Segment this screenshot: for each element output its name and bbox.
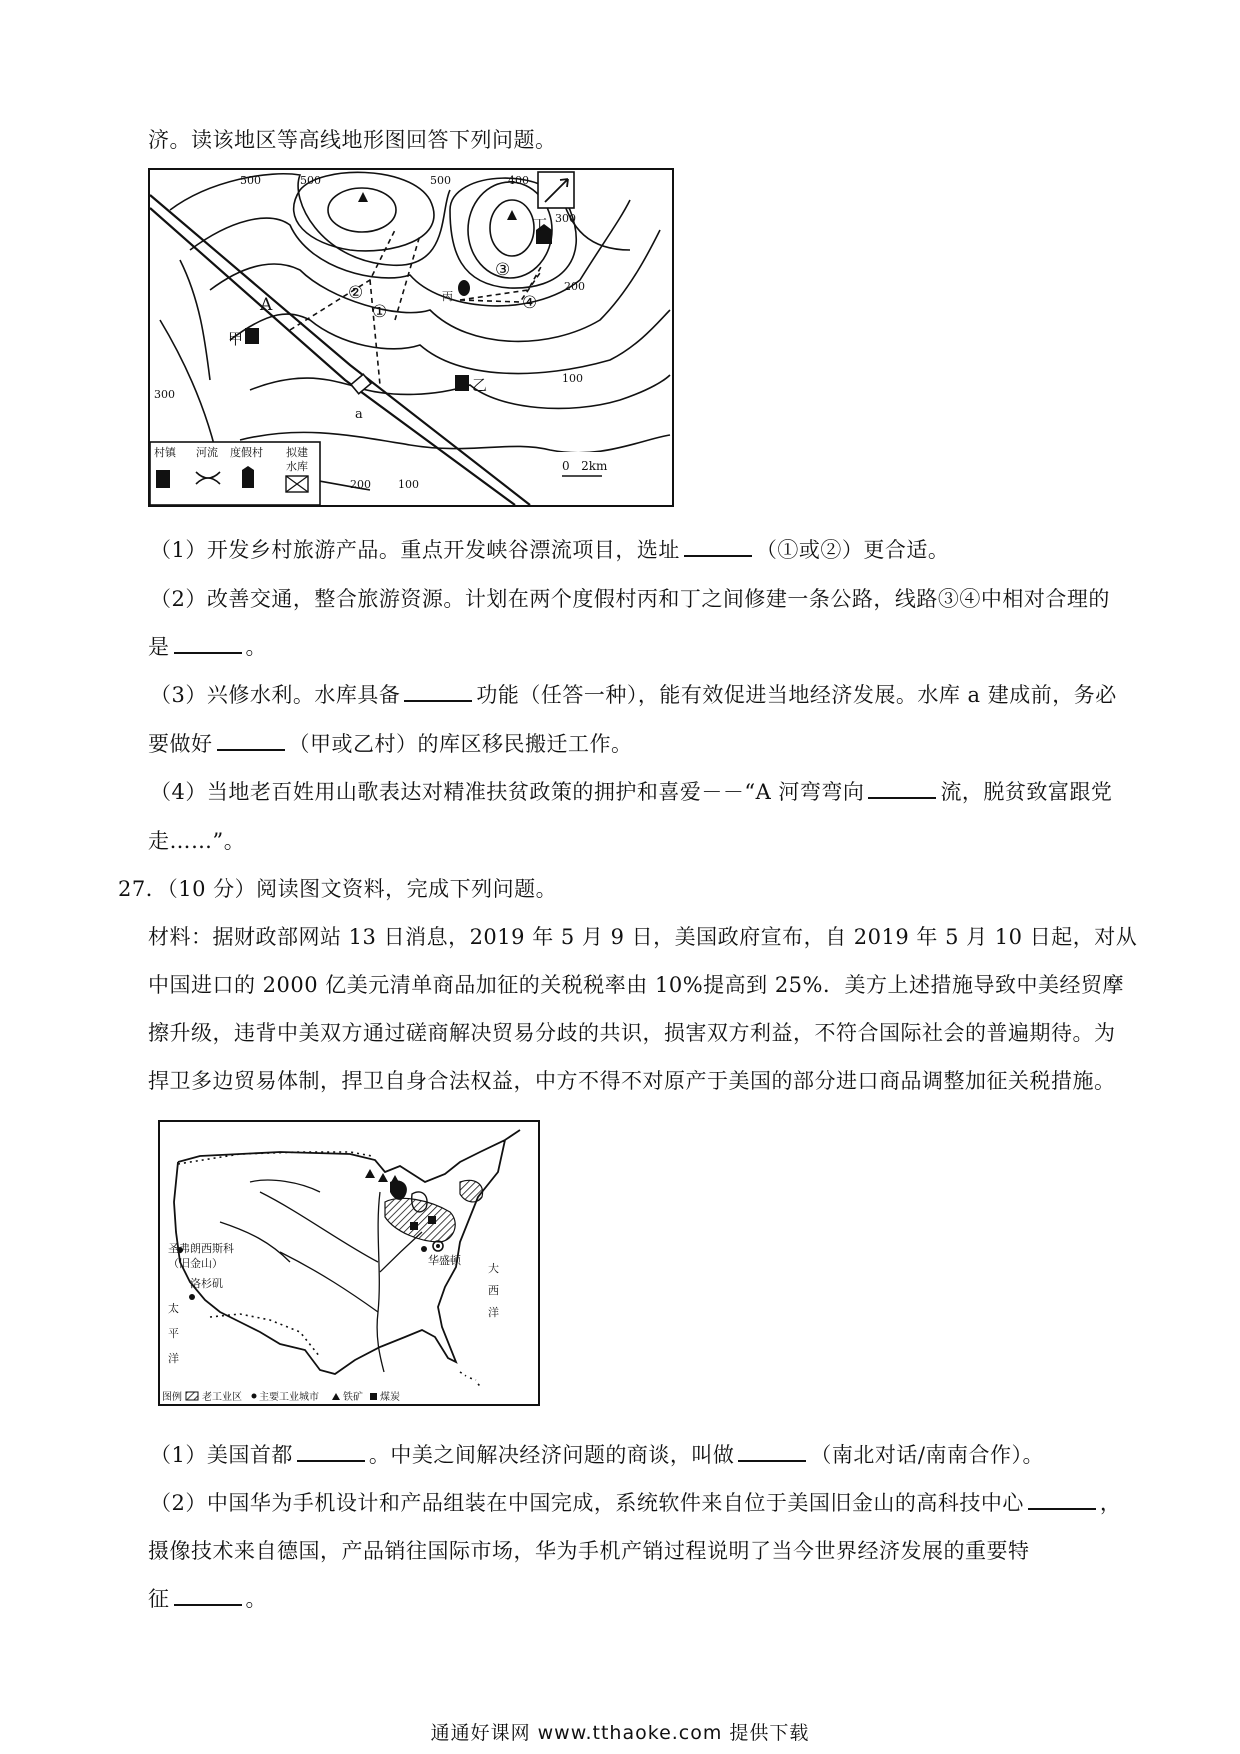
q26-3: （3）兴修水利。水库具备 功能（任答一种），能有效促进当地经济发展。水库 a 建成前，务必 [150,680,1117,710]
village-yi-label: 乙 [472,376,488,394]
village-jia-label: 甲 [228,330,244,348]
answer-blank[interactable] [684,535,752,557]
answer-blank[interactable] [404,680,472,702]
svg-text:图例: 图例 [162,1392,182,1403]
answer-blank[interactable] [738,1440,806,1462]
contour-label: 200 [564,280,585,293]
map2-legend [160,1388,538,1404]
contour-label: 200 [350,478,371,491]
resort-ding-label: 丁 [532,216,548,234]
pacific-label: 洋 [168,1352,179,1365]
contour-label: 500 [300,174,321,187]
contour-label: 400 [508,174,529,187]
atlantic-label: 大 [488,1262,499,1275]
q27-2-end: 征 。 [148,1584,267,1614]
svg-text:拟建: 拟建 [286,446,308,459]
svg-text:水库: 水库 [286,460,308,473]
la-label: 洛杉矶 [190,1277,223,1290]
point-3-label: ③ [495,260,511,280]
answer-blank[interactable] [868,777,936,799]
answer-blank[interactable] [217,729,285,751]
q27-1: （1）美国首都 。中美之间解决经济问题的商谈，叫做 （南北对话/南南合作）。 [150,1440,1044,1470]
contour-label: 500 [430,174,451,187]
q26-4-cont: 走……”。 [148,829,246,853]
dc-label: 华盛顿 [428,1254,461,1267]
atlantic-label: 西 [488,1284,499,1297]
usa-map [158,1120,540,1406]
map1-legend [150,442,320,505]
svg-text:河流: 河流 [196,446,218,459]
sf-label: 圣弗朗西斯科 [168,1242,234,1255]
footer: 通通好课网 www.tthaoke.com 提供下载 [430,1722,810,1744]
answer-blank[interactable] [297,1440,365,1462]
point-1-label: ① [372,302,388,322]
q26-2: （2）改善交通，整合旅游资源。计划在两个度假村丙和丁之间修建一条公路，线路③④中相对合理的 [150,587,1110,611]
q27-material-2: 中国进口的 2000 亿美元清单商品加征的关税税率由 10%提高到 25%．美方上述措施导致中美经贸摩 [148,973,1124,997]
q27-material-1: 材料：据财政部网站 13 日消息，2019 年 5 月 9 日，美国政府宣布，自 2019 年 5 月 10 日起，对从 [148,925,1138,949]
svg-text:度假村: 度假村 [230,446,263,459]
pacific-label: 平 [168,1327,179,1340]
q26-3-cont: 要做好 （甲或乙村）的库区移民搬迁工作。 [148,729,633,759]
svg-text:煤炭: 煤炭 [380,1392,400,1403]
point-2-label: ② [348,283,364,303]
answer-blank[interactable] [174,632,242,654]
pacific-label: 太 [168,1302,179,1315]
contour-label: 500 [240,174,261,187]
q27-2-cont: 摄像技术来自德国，产品销往国际市场，华为手机产销过程说明了当今世界经济发展的重要特 [148,1539,1030,1563]
contour-label: 100 [562,372,583,385]
q27-title: 27．（10 分）阅读图文资料，完成下列问题。 [118,877,558,901]
scale-label: 0 2km [562,459,608,473]
svg-text:主要工业城市: 主要工业城市 [259,1392,319,1403]
contour-label: 300 [555,212,576,225]
reservoir-a-label: a [355,407,363,422]
river-a-label: A [260,295,273,315]
q27-2: （2）中国华为手机设计和产品组装在中国完成，系统软件来自位于美国旧金山的高科技中心 ， [150,1488,1121,1518]
svg-text:老工业区: 老工业区 [202,1392,242,1403]
q26-4: （4）当地老百姓用山歌表达对精准扶贫政策的拥护和喜爱－－“A 河弯弯向 流，脱贫致富跟党 [150,777,1112,807]
svg-text:村镇: 村镇 [154,446,176,459]
q27-material-3: 擦升级，违背中美双方通过磋商解决贸易分歧的共识，损害双方利益，不符合国际社会的普遍期待。为 [148,1021,1116,1045]
q27-material-4: 捍卫多边贸易体制，捍卫自身合法权益，中方不得不对原产于美国的部分进口商品调整加征关税措施。 [148,1069,1116,1093]
contour-label: 100 [398,478,419,491]
atlantic-label: 洋 [488,1306,499,1319]
q26-2-cont: 是 。 [148,632,267,662]
resort-bing-label: 丙 [442,290,453,303]
contour-map [148,168,674,507]
svg-text:铁矿: 铁矿 [343,1392,363,1403]
answer-blank[interactable] [1028,1488,1096,1510]
contour-label: 300 [154,388,175,401]
intro-text: 济。读该地区等高线地形图回答下列问题。 [148,128,557,152]
point-4-label: ④ [522,293,538,313]
sf-label-2: （旧金山） [168,1257,223,1270]
answer-blank[interactable] [174,1584,242,1606]
q26-1: （1）开发乡村旅游产品。重点开发峡谷漂流项目，选址 （①或②）更合适。 [150,535,949,565]
